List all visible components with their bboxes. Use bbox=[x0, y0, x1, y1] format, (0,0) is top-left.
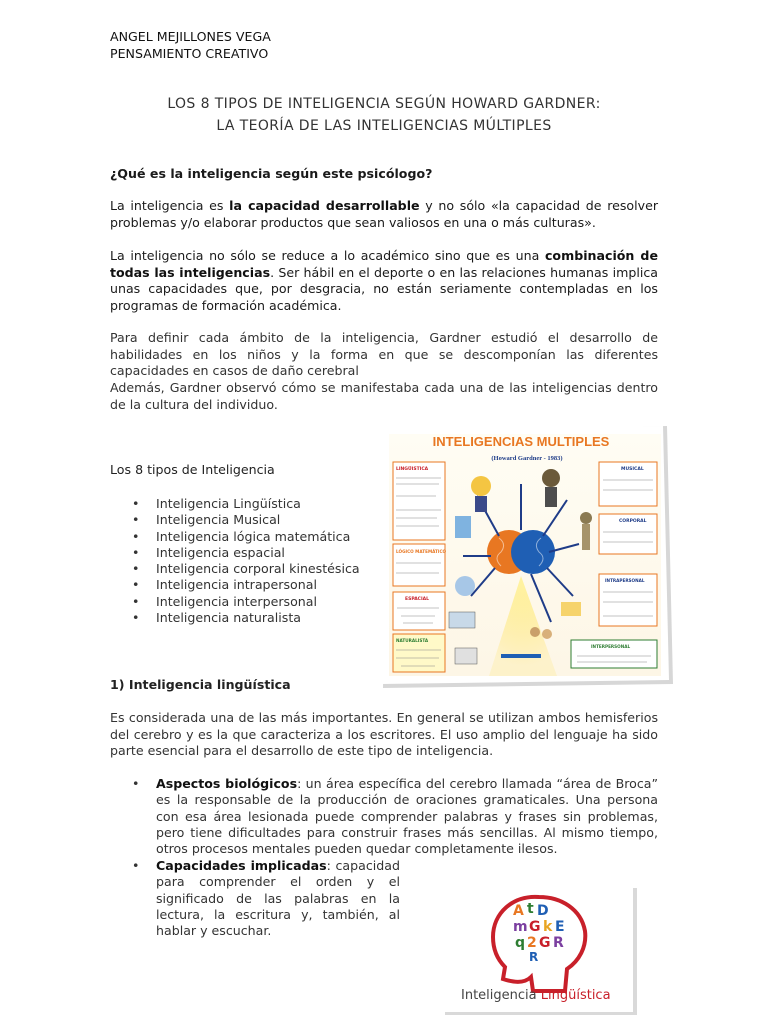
section-1-paragraph: Es considerada una de las más importantes. En general se utilizan ambos hemisferios del cerebro y es la que caracteriza a los escritores. El uso amplio del lenguaje ha sido parte esencial para el desarrollo de este tipo de inteligencia. bbox=[110, 710, 658, 758]
paragraph-gardner-culture: Además, Gardner observó cómo se manifestaba cada una de las inteligencias dentro de la cultura del individuo. bbox=[110, 380, 658, 412]
svg-text:k: k bbox=[543, 919, 553, 935]
course-name: PENSAMIENTO CREATIVO bbox=[110, 46, 269, 61]
svg-text:G: G bbox=[539, 935, 551, 951]
svg-text:2: 2 bbox=[527, 935, 537, 951]
document-title bbox=[110, 93, 658, 137]
infographic-subtitle: (Howard Gardner - 1983) bbox=[491, 455, 563, 462]
capacities-list bbox=[110, 858, 400, 939]
question-heading: ¿Qué es la inteligencia según este psicólogo? bbox=[110, 166, 433, 181]
svg-text:q: q bbox=[515, 935, 526, 951]
document-header bbox=[110, 28, 271, 62]
label-espacial: ESPACIAL bbox=[405, 597, 430, 602]
bullet1-label: Aspectos biológicos bbox=[156, 776, 298, 791]
linguistic-intelligence-logo bbox=[441, 885, 637, 1015]
list-item: • Inteligencia corporal kinestésica bbox=[110, 561, 380, 577]
para2-text-c: . Ser hábil en el deporte o en las relaciones humanas implica unas capacidades que, por desgracia, no están seriamente contempladas en los programas de formación académica. bbox=[110, 264, 658, 313]
aspects-list bbox=[110, 776, 658, 857]
label-intrapersonal: INTRAPERSONAL bbox=[605, 578, 645, 583]
label-logico: LÓGICO MATEMÁTICO bbox=[396, 549, 447, 554]
types-heading: Los 8 tipos de Inteligencia bbox=[110, 462, 275, 477]
bullet2-text: : capacidad para comprender el orden y el significado de las palabras en la lectura, la escritura y, también, al hablar y escuchar. bbox=[156, 858, 400, 939]
title-line-1: LOS 8 TIPOS DE INTELIGENCIA SEGÚN HOWARD GARDNER: bbox=[167, 96, 601, 112]
list-item bbox=[110, 858, 400, 939]
list-item: • Inteligencia intrapersonal bbox=[110, 577, 380, 593]
logo-caption bbox=[461, 988, 611, 1003]
list-item bbox=[110, 776, 658, 857]
svg-text:D: D bbox=[537, 903, 549, 919]
paragraph-combination bbox=[110, 248, 658, 314]
para2-text-a: La inteligencia no sólo se reduce a lo académico sino que es una bbox=[110, 248, 545, 263]
list-item: • Inteligencia interpersonal bbox=[110, 594, 380, 610]
svg-text:R: R bbox=[529, 950, 539, 964]
svg-text:E: E bbox=[555, 919, 565, 935]
list-item: • Inteligencia lógica matemática bbox=[110, 529, 380, 545]
svg-text:m: m bbox=[513, 919, 528, 935]
list-item: • Inteligencia naturalista bbox=[110, 610, 380, 626]
title-line-2: LA TEORÍA DE LAS INTELIGENCIAS MÚLTIPLES bbox=[216, 118, 552, 134]
para1-text-c: y no sólo «la capacidad de resolver problemas y/o elaborar productos que sean valiosos en una o más culturas». bbox=[110, 198, 658, 230]
list-item: • Inteligencia Musical bbox=[110, 512, 380, 528]
label-musical: MUSICAL bbox=[621, 467, 644, 472]
label-interpersonal: INTERPERSONAL bbox=[591, 644, 631, 649]
infographic-title: INTELIGENCIAS MULTIPLES bbox=[432, 434, 610, 449]
svg-text:R: R bbox=[553, 935, 564, 951]
bullet2-label: Capacidades implicadas bbox=[156, 858, 327, 873]
label-naturalista: NATURALISTA bbox=[396, 638, 429, 643]
svg-text:t: t bbox=[527, 901, 534, 917]
multiple-intelligences-infographic bbox=[381, 426, 673, 688]
list-item: • Inteligencia Lingüística bbox=[110, 496, 380, 512]
para1-text-a: La inteligencia es bbox=[110, 198, 230, 213]
list-item: • Inteligencia espacial bbox=[110, 545, 380, 561]
section-1-heading: 1) Inteligencia lingüística bbox=[110, 677, 291, 692]
logo-caption-a: Inteligencia bbox=[461, 988, 541, 1003]
types-list bbox=[110, 496, 380, 626]
logo-caption-b: Lingüística bbox=[540, 988, 611, 1003]
para1-bold: la capacidad desarrollable bbox=[229, 198, 420, 213]
label-linguistica: LINGÜISTICA bbox=[396, 467, 429, 472]
svg-text:A: A bbox=[513, 903, 524, 919]
author-name: ANGEL MEJILLONES VEGA bbox=[110, 29, 271, 44]
label-corporal: CORPORAL bbox=[619, 519, 647, 524]
para2-bold: combinación de todas las inteligencias bbox=[110, 248, 658, 280]
bullet1-text: : un área específica del cerebro llamada “área de Broca” es la responsable de la producción de oraciones gramaticales. Una persona con esa área lesionada puede comprender palabras y frases sin problemas, pero tiene dificultades para construir frases más sencillas. Al mismo tiempo, otros procesos mentales pueden quedar completamente ilesos. bbox=[156, 776, 658, 857]
svg-text:G: G bbox=[529, 919, 541, 935]
paragraph-gardner-study: Para definir cada ámbito de la inteligencia, Gardner estudió el desarrollo de habilidades en los niños y la forma en que se descomponían las diferentes capacidades en casos de daño cerebral bbox=[110, 330, 658, 378]
paragraph-definition bbox=[110, 198, 658, 231]
